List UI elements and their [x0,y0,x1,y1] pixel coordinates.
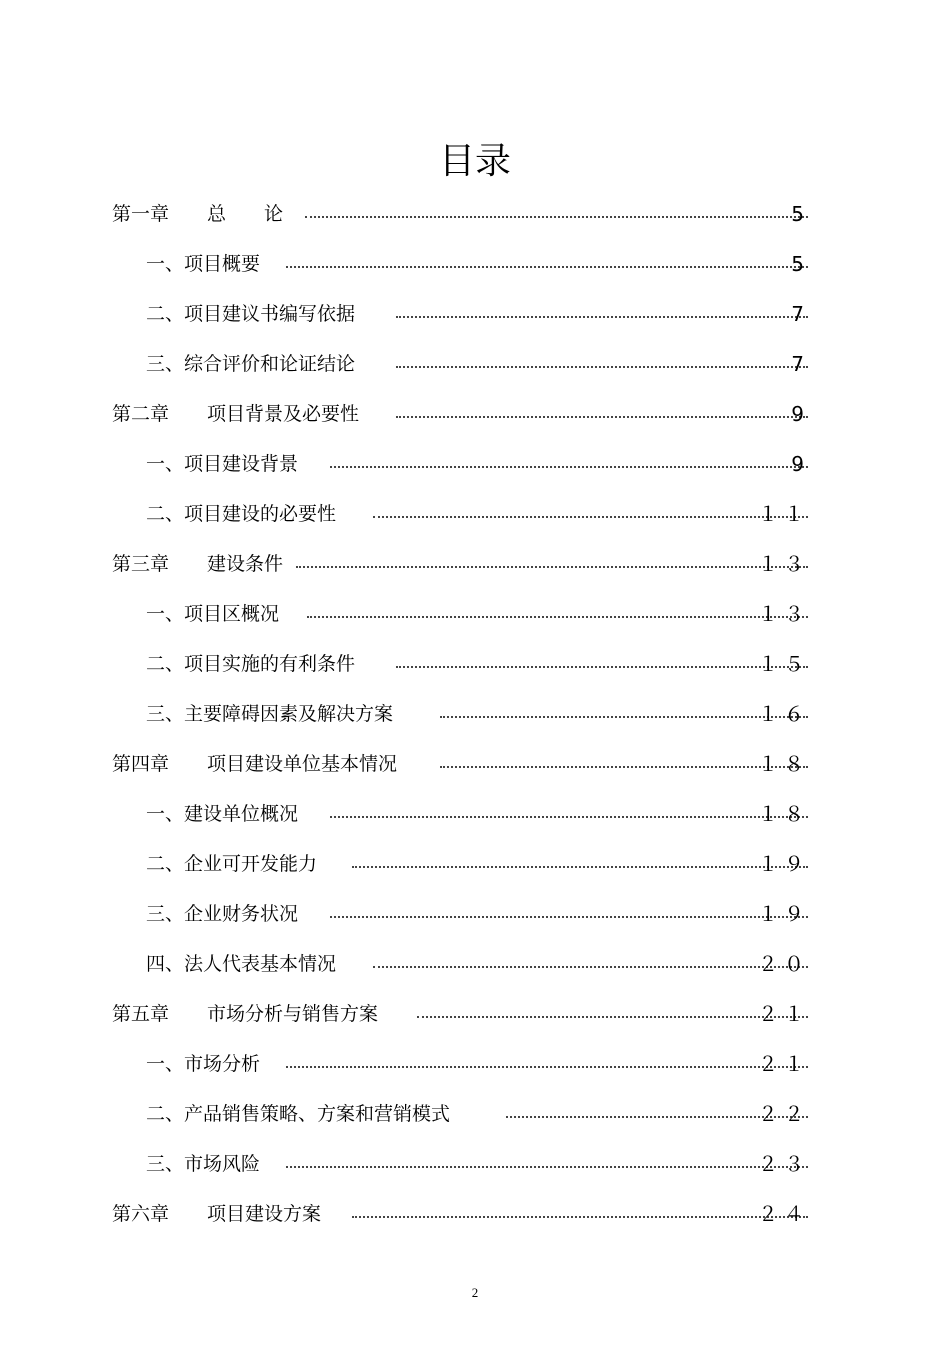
toc-entry[interactable] [0,490,950,540]
toc-entry-page: １５ [758,652,810,676]
toc-entry-label: 二、项目建设的必要性 [146,503,337,525]
toc-entry-page: １８ [758,802,810,826]
toc-entry-page: ２１ [758,1002,810,1026]
toc-entry-chapter-3[interactable] [0,540,950,590]
page-title: 目录 [438,141,511,182]
toc-entry[interactable] [0,890,950,940]
toc-entry-chapter-6[interactable] [0,1190,950,1240]
toc-leader-dots [440,764,808,768]
toc-entry-label: 三、市场风险 [146,1153,261,1175]
toc-entry-label: 二、项目建议书编写依据 [146,303,356,325]
toc-entry[interactable] [0,840,950,890]
toc-leader-dots [396,664,808,668]
toc-entry-page: １３ [758,552,810,576]
toc-entry-label: 第二章 项目背景及必要性 [112,403,360,425]
page-number: 2 [471,1285,479,1300]
toc-entry[interactable] [0,690,950,740]
toc-leader-dots [307,614,808,618]
toc-entry-label: 四、法人代表基本情况 [146,953,337,975]
toc-entry[interactable] [0,1040,950,1090]
toc-leader-dots [396,414,808,418]
toc-entry-chapter-5[interactable] [0,990,950,1040]
toc-entry-chapter-4[interactable] [0,740,950,790]
toc-entry-label: 第五章 市场分析与销售方案 [112,1003,379,1025]
toc-entry[interactable] [0,240,950,290]
toc-entry-page: １８ [758,752,810,776]
toc-entry-label: 第四章 项目建设单位基本情况 [112,753,398,775]
toc-entry-page: １９ [758,902,810,926]
toc-entry-page: ２２ [758,1102,810,1126]
toc-entry-label: 第六章 项目建设方案 [112,1203,322,1225]
toc-entry[interactable] [0,640,950,690]
toc-entry-label: 二、项目实施的有利条件 [146,653,356,675]
toc-entry-page: １３ [758,602,810,626]
toc-entry-label: 二、产品销售策略、方案和营销模式 [146,1103,451,1125]
toc-entry-page: 7 [791,352,810,376]
toc-entry-page: １１ [758,502,810,526]
toc-leader-dots [352,864,808,868]
toc-entry-page: ２４ [758,1202,810,1226]
toc-entry-label: 三、企业财务状况 [146,903,299,925]
toc-entry-label: 一、项目建设背景 [146,453,299,475]
toc-entry-chapter-2[interactable] [0,390,950,440]
toc-entry-page: 9 [791,452,810,476]
toc-entry-page: 5 [791,202,810,226]
toc-entry-page: １９ [758,852,810,876]
toc-entry-label: 三、主要障碍因素及解决方案 [146,703,394,725]
toc-entry-label: 三、综合评价和论证结论 [146,353,356,375]
toc-leader-dots [330,464,808,468]
toc-entry-chapter-1[interactable] [0,190,950,240]
toc-leader-dots [352,1214,808,1218]
toc-leader-dots [296,564,808,568]
toc-leader-dots [396,314,808,318]
toc-leader-dots [305,214,808,218]
toc-entry-page: 5 [791,252,810,276]
toc-leader-dots [417,1014,808,1018]
toc-entry-label: 一、建设单位概况 [146,803,299,825]
toc-entry-page: 9 [791,402,810,426]
toc-entry-page: １６ [758,702,810,726]
toc-entry-label: 一、项目概要 [146,253,261,275]
toc-leader-dots [373,514,808,518]
toc-entry[interactable] [0,1090,950,1140]
toc-entry-label: 一、市场分析 [146,1053,261,1075]
toc-entry-label: 一、项目区概况 [146,603,280,625]
toc-leader-dots [373,964,808,968]
toc-entry-page: ２０ [758,952,810,976]
toc-leader-dots [330,814,808,818]
toc-entry-label: 第三章 建设条件 [112,553,284,575]
toc-entry-page: 7 [791,302,810,326]
toc-leader-dots [286,1164,808,1168]
toc-entry[interactable] [0,590,950,640]
toc-entry-page: ２３ [758,1152,810,1176]
toc-entry[interactable] [0,790,950,840]
toc-leader-dots [286,1064,808,1068]
toc-entry-label: 第一章 总 论 [112,203,284,225]
toc-entry[interactable] [0,340,950,390]
toc-entry[interactable] [0,1140,950,1190]
toc-leader-dots [330,914,808,918]
toc-entry[interactable] [0,290,950,340]
toc-entry-page: ２１ [758,1052,810,1076]
toc-leader-dots [286,264,808,268]
toc-entry[interactable] [0,440,950,490]
toc-leader-dots [440,714,808,718]
toc-entry[interactable] [0,940,950,990]
toc-leader-dots [396,364,808,368]
toc-entry-label: 二、企业可开发能力 [146,853,318,875]
